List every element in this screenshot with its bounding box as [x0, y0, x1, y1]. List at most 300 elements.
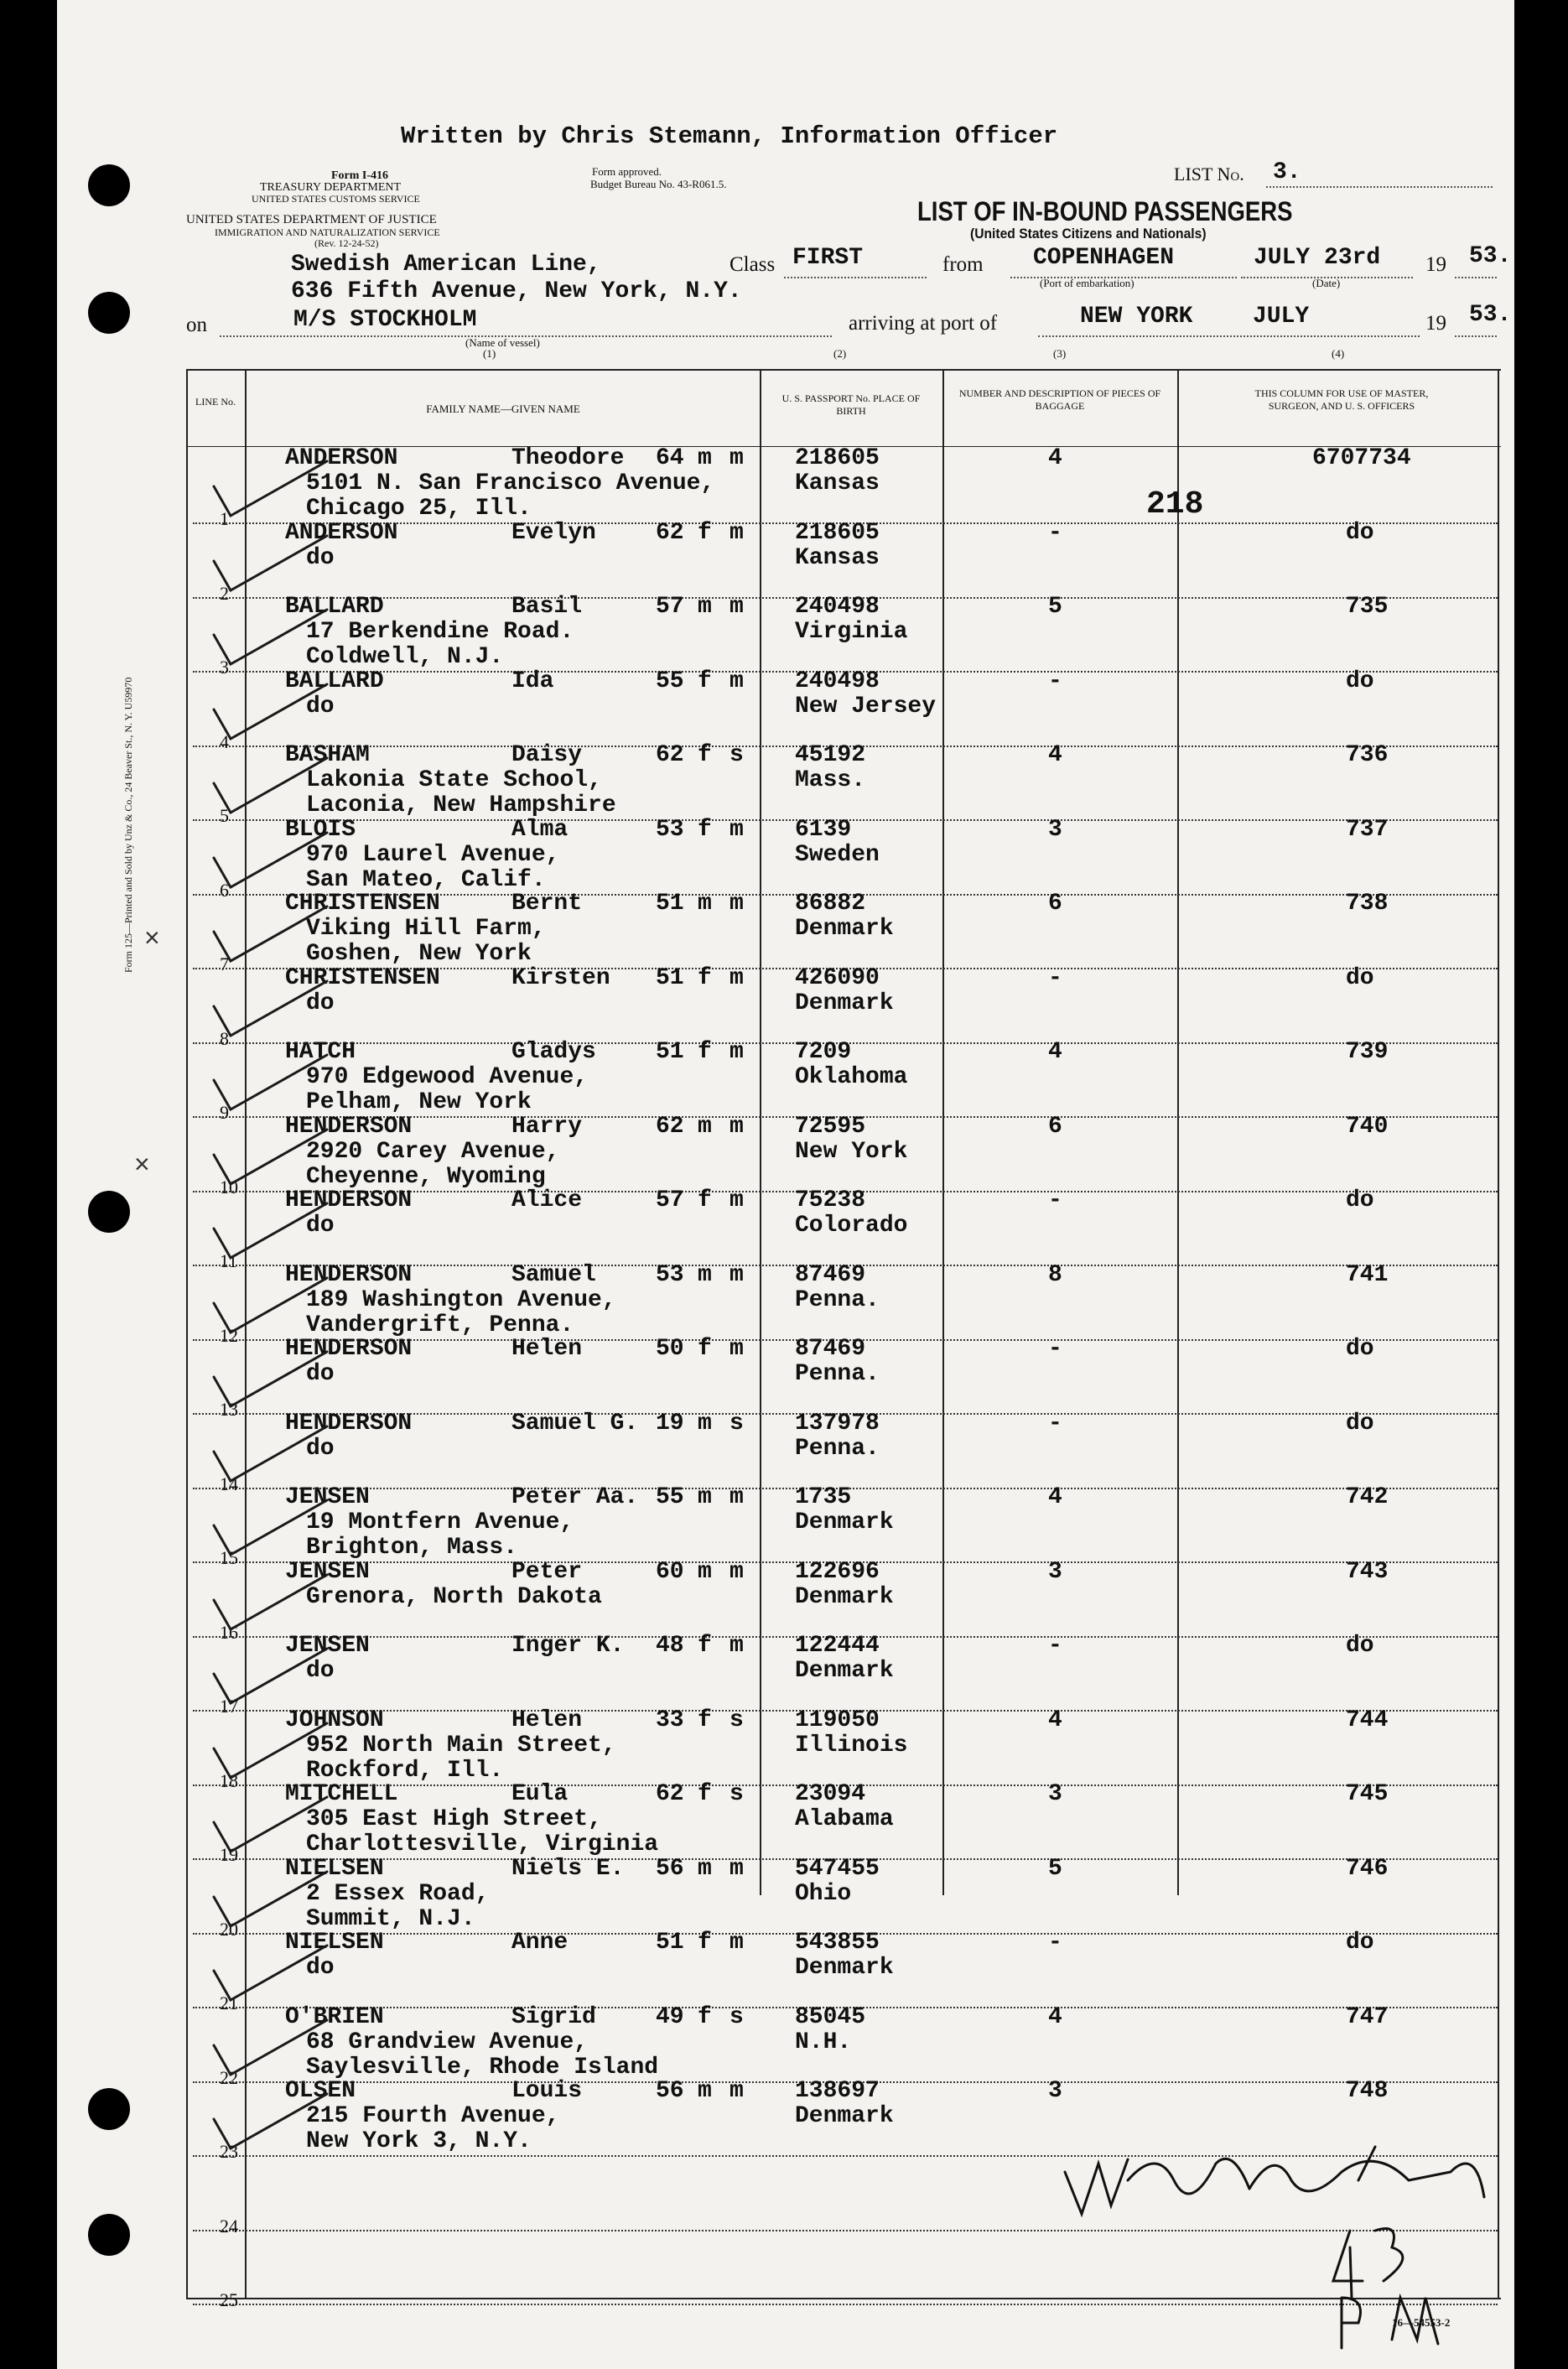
col-header-passport: U. S. PASSPORT No. PLACE OF BIRTH — [781, 392, 921, 417]
address-line-2: Cheyenne, Wyoming — [306, 1164, 546, 1190]
caption-2: (2) — [833, 347, 847, 360]
address-line-2: Charlottesville, Virginia — [306, 1831, 659, 1857]
address-line-1: 189 Washington Avenue, — [306, 1287, 616, 1313]
baggage-count: 5 — [1048, 594, 1062, 620]
baggage-count: - — [1048, 668, 1062, 694]
address-line-2: Brighton, Mass. — [306, 1535, 518, 1561]
address-line-2: Saylesville, Rhode Island — [306, 2055, 659, 2081]
baggage-count: - — [1048, 1633, 1062, 1659]
passport-number: 6139 — [795, 817, 852, 843]
sex: m — [698, 1559, 712, 1585]
passport-number: 426090 — [795, 965, 880, 991]
check-mark — [214, 1575, 327, 1629]
arrival-port: NEW YORK — [1080, 304, 1193, 330]
marital-status: s — [729, 742, 744, 768]
check-mark — [214, 684, 327, 739]
given-name: Sigrid — [511, 2004, 596, 2030]
line-number: 20 — [220, 1919, 238, 1940]
check-mark — [214, 833, 327, 887]
check-mark — [214, 1797, 327, 1852]
passport-number: 85045 — [795, 2004, 866, 2030]
passport-number: 23094 — [795, 1781, 866, 1807]
place-of-birth: Penna. — [795, 1287, 880, 1313]
address-line-1: do — [306, 1955, 335, 1981]
caption-3: (3) — [1053, 347, 1067, 360]
line-number: 11 — [220, 1250, 238, 1271]
baggage-count: 8 — [1048, 1262, 1062, 1288]
age: 55 — [656, 1484, 684, 1510]
age: 51 — [656, 1039, 684, 1065]
place-of-birth: Ohio — [795, 1881, 852, 1907]
col-header-line: LINE No. — [195, 396, 236, 408]
age: 53 — [656, 817, 684, 843]
family-name: CHRISTENSEN — [285, 965, 440, 991]
form-title: LIST OF IN-BOUND PASSENGERS — [917, 196, 1293, 226]
sex: m — [698, 1410, 712, 1436]
given-name: Louis — [511, 2078, 583, 2104]
family-name: BASHAM — [285, 742, 370, 768]
passport-number: 547455 — [795, 1856, 880, 1882]
baggage-count: - — [1048, 1410, 1062, 1436]
arriving-label: arriving at port of — [849, 312, 998, 335]
place-of-birth: Denmark — [795, 916, 894, 942]
baggage-count: - — [1048, 1187, 1062, 1213]
check-mark — [214, 1500, 327, 1555]
embarkation-caption: (Port of embarkation) — [1040, 277, 1134, 289]
address-line-1: Viking Hill Farm, — [306, 916, 546, 942]
address-line-1: 17 Berkendine Road. — [306, 619, 574, 645]
address-line-2: Summit, N.J. — [306, 1906, 475, 1932]
given-name: Alma — [511, 817, 569, 843]
baggage-count: 5 — [1048, 1856, 1062, 1882]
officer-note: 744 — [1346, 1707, 1389, 1733]
marital-status: m — [729, 1039, 744, 1065]
address-line-2: New York 3, N.Y. — [306, 2128, 532, 2154]
footer-form-code: 16—54553-2 — [1392, 2316, 1451, 2329]
given-name: Inger K. — [511, 1633, 625, 1659]
address-line-1: Lakonia State School, — [306, 767, 602, 793]
marital-status: m — [729, 1484, 744, 1510]
sex: m — [698, 1114, 712, 1140]
class-label: Class — [729, 253, 776, 276]
form-approved: Form approved. — [592, 165, 662, 178]
address-line-2: Pelham, New York — [306, 1089, 532, 1115]
sex: f — [698, 1930, 712, 1956]
list-no-label: LIST No. — [1174, 164, 1244, 184]
address-line-2: San Mateo, Calif. — [306, 867, 546, 893]
family-name: BALLARD — [285, 594, 384, 620]
embark-date: JULY 23rd — [1254, 245, 1381, 271]
check-mark — [214, 1946, 327, 2000]
marital-status: m — [729, 668, 744, 694]
baggage-count: - — [1048, 1930, 1062, 1956]
given-name: Helen — [511, 1336, 583, 1362]
given-name: Basil — [511, 594, 583, 620]
given-name: Peter — [511, 1559, 583, 1585]
marital-status: m — [729, 1559, 744, 1585]
check-mark — [214, 2020, 327, 2075]
address-line-1: 2920 Carey Avenue, — [306, 1139, 560, 1165]
form-subtitle: (United States Citizens and Nationals) — [970, 226, 1207, 242]
address-line-1: Grenora, North Dakota — [306, 1584, 602, 1610]
address-line-1: 970 Laurel Avenue, — [306, 842, 560, 868]
marital-status: m — [729, 1856, 744, 1882]
line-number: 16 — [220, 1622, 238, 1643]
officer-note: do — [1346, 1930, 1374, 1956]
officer-note: 746 — [1346, 1856, 1389, 1882]
vessel-caption: (Name of vessel) — [465, 336, 540, 349]
marital-status: m — [729, 817, 744, 843]
check-mark — [214, 1055, 327, 1109]
check-mark — [214, 1352, 327, 1406]
place-of-birth: Colorado — [795, 1213, 908, 1239]
family-name: HENDERSON — [285, 1262, 413, 1288]
arrival-month: JULY — [1253, 304, 1310, 330]
line-number: 13 — [220, 1399, 238, 1420]
given-name: Daisy — [511, 742, 583, 768]
embarkation-port: COPENHAGEN — [1033, 245, 1175, 271]
passport-number: 218605 — [795, 445, 880, 471]
line-number: 22 — [220, 2067, 238, 2088]
form-number: Form I-416 — [331, 169, 389, 182]
place-of-birth: Denmark — [795, 1584, 894, 1610]
family-name: JENSEN — [285, 1633, 370, 1659]
sex: m — [698, 1484, 712, 1510]
address-line-2: Rockford, Ill. — [306, 1758, 504, 1784]
check-mark — [214, 1130, 327, 1184]
date-caption: (Date) — [1312, 277, 1341, 289]
place-of-birth: Denmark — [795, 1955, 894, 1981]
marital-status: m — [729, 2078, 744, 2104]
sex: f — [698, 668, 712, 694]
officer-note: 741 — [1346, 1262, 1389, 1288]
officer-note: 742 — [1346, 1484, 1389, 1510]
address-line-2: Chicago 25, Ill. — [306, 496, 532, 522]
check-mark — [214, 1649, 327, 1703]
place-of-birth: Denmark — [795, 1658, 894, 1684]
given-name: Samuel G. — [511, 1410, 639, 1436]
line-number: 4 — [220, 731, 229, 752]
family-name: OLSEN — [285, 2078, 356, 2104]
marital-status: m — [729, 1336, 744, 1362]
address-line-1: 970 Edgewood Avenue, — [306, 1064, 589, 1090]
officer-note: do — [1346, 1410, 1374, 1436]
family-name: JOHNSON — [285, 1707, 384, 1733]
address-line-1: do — [306, 694, 335, 720]
family-name: HENDERSON — [285, 1336, 413, 1362]
officer-note: do — [1346, 520, 1374, 546]
baggage-count: 4 — [1048, 1039, 1062, 1065]
place-of-birth: Alabama — [795, 1806, 894, 1832]
place-of-birth: Sweden — [795, 842, 880, 868]
check-mark — [214, 1426, 327, 1481]
age: 51 — [656, 965, 684, 991]
immigration-service: IMMIGRATION AND NATURALIZATION SERVICE — [215, 226, 440, 238]
line-number: 7 — [220, 953, 229, 974]
passport-number: 138697 — [795, 2078, 880, 2104]
address-line-1: do — [306, 990, 335, 1016]
officer-note: do — [1346, 1336, 1374, 1362]
check-mark — [214, 1203, 327, 1258]
age: 56 — [656, 2078, 684, 2104]
age: 57 — [656, 1187, 684, 1213]
place-of-birth: Illinois — [795, 1733, 908, 1759]
place-of-birth: N.H. — [795, 2029, 852, 2055]
margin-x-mark: × — [134, 1149, 150, 1179]
marital-status: m — [729, 1262, 744, 1288]
sex: m — [698, 445, 712, 471]
family-name: ANDERSON — [285, 520, 398, 546]
marital-status: s — [729, 1781, 744, 1807]
baggage-count: 3 — [1048, 1781, 1062, 1807]
address-line-1: 305 East High Street, — [306, 1806, 602, 1832]
class-value: FIRST — [792, 245, 864, 271]
place-of-birth: Denmark — [795, 2103, 894, 2129]
given-name: Kirsten — [511, 965, 610, 991]
officer-note: 6707734 — [1312, 445, 1411, 471]
age: 57 — [656, 594, 684, 620]
line-number: 18 — [220, 1770, 238, 1791]
marital-status: m — [729, 1633, 744, 1659]
place-of-birth: Virginia — [795, 619, 908, 645]
line-number: 19 — [220, 1844, 238, 1865]
vessel-caption-num: (1) — [483, 347, 496, 360]
line-number: 8 — [220, 1028, 229, 1049]
age: 33 — [656, 1707, 684, 1733]
year-prefix: 19 — [1425, 253, 1446, 276]
vessel-name: M/S STOCKHOLM — [293, 307, 477, 333]
family-name: ANDERSON — [285, 445, 398, 471]
family-name: NIELSEN — [285, 1856, 384, 1882]
given-name: Bernt — [511, 891, 583, 917]
line-number: 17 — [220, 1696, 238, 1717]
line-number: 10 — [220, 1177, 238, 1197]
check-mark — [214, 758, 327, 813]
form-revision: (Rev. 12-24-52) — [314, 237, 379, 249]
passport-number: 543855 — [795, 1930, 880, 1956]
address-line-1: do — [306, 1658, 335, 1684]
baggage-count: 3 — [1048, 817, 1062, 843]
place-of-birth: New Jersey — [795, 694, 937, 720]
sex: f — [698, 1633, 712, 1659]
given-name: Alice — [511, 1187, 583, 1213]
treasury-dept: TREASURY DEPARTMENT — [260, 181, 402, 194]
check-mark — [214, 461, 327, 516]
marital-status: m — [729, 1114, 744, 1140]
age: 62 — [656, 520, 684, 546]
address-line-1: 68 Grandview Avenue, — [306, 2029, 589, 2055]
marital-status: s — [729, 1410, 744, 1436]
passport-number: 87469 — [795, 1262, 866, 1288]
officer-note: do — [1346, 1187, 1374, 1213]
sex: m — [698, 1262, 712, 1288]
check-mark — [214, 2094, 327, 2148]
officer-note: 739 — [1346, 1039, 1389, 1065]
age: 62 — [656, 742, 684, 768]
check-mark — [214, 1872, 327, 1926]
arrival-year-prefix: 19 — [1425, 312, 1446, 335]
line-number: 14 — [220, 1473, 238, 1494]
family-name: HENDERSON — [285, 1114, 413, 1140]
officer-note: 738 — [1346, 891, 1389, 917]
sex: f — [698, 1039, 712, 1065]
family-name: O'BRIEN — [285, 2004, 384, 2030]
place-of-birth: Denmark — [795, 1509, 894, 1535]
line-number: 25 — [220, 2289, 238, 2310]
given-name: Theodore — [511, 445, 625, 471]
family-name: JENSEN — [285, 1559, 370, 1585]
given-name: Helen — [511, 1707, 583, 1733]
col-header-officers: THIS COLUMN FOR USE OF MASTER, SURGEON, AND U. S. OFFICERS — [1254, 387, 1429, 412]
given-name: Peter Aa. — [511, 1484, 639, 1510]
address-line-1: 2 Essex Road, — [306, 1881, 490, 1907]
address-line-1: 5101 N. San Francisco Avenue, — [306, 470, 715, 496]
line-number: 15 — [220, 1547, 238, 1568]
age: 60 — [656, 1559, 684, 1585]
marital-status: m — [729, 1930, 744, 1956]
address-line-1: do — [306, 545, 335, 571]
baggage-count: - — [1048, 520, 1062, 546]
line-number: 2 — [220, 583, 229, 604]
arrival-year: 53. — [1469, 302, 1512, 328]
place-of-birth: Penna. — [795, 1436, 880, 1462]
sex: f — [698, 965, 712, 991]
family-name: BLOIS — [285, 817, 356, 843]
age: 19 — [656, 1410, 684, 1436]
sex: f — [698, 1707, 712, 1733]
officer-note: 743 — [1346, 1559, 1389, 1585]
baggage-count: 4 — [1048, 742, 1062, 768]
passport-number: 45192 — [795, 742, 866, 768]
address-line-2: Laconia, New Hampshire — [306, 792, 616, 818]
line-number: 3 — [220, 657, 229, 678]
officer-note: do — [1346, 1633, 1374, 1659]
marital-status: m — [729, 965, 744, 991]
col-header-baggage: NUMBER AND DESCRIPTION OF PIECES OF BAGGAGE — [958, 387, 1161, 412]
family-name: HENDERSON — [285, 1410, 413, 1436]
age: 55 — [656, 668, 684, 694]
family-name: BALLARD — [285, 668, 384, 694]
place-of-birth: Oklahoma — [795, 1064, 908, 1090]
family-name: HATCH — [285, 1039, 356, 1065]
passport-number: 87469 — [795, 1336, 866, 1362]
age: 50 — [656, 1336, 684, 1362]
baggage-count: 4 — [1048, 445, 1062, 471]
line-number: 12 — [220, 1325, 238, 1346]
place-of-birth: Kansas — [795, 545, 880, 571]
address-line-2: Vandergrift, Penna. — [306, 1312, 574, 1338]
check-mark — [214, 1723, 327, 1778]
on-label: on — [186, 314, 207, 336]
baggage-count: 4 — [1048, 1707, 1062, 1733]
baggage-count: 4 — [1048, 2004, 1062, 2030]
sex: f — [698, 1781, 712, 1807]
marital-status: s — [729, 2004, 744, 2030]
age: 53 — [656, 1262, 684, 1288]
passport-number: 240498 — [795, 668, 880, 694]
officer-note: do — [1346, 965, 1374, 991]
passport-number: 72595 — [795, 1114, 866, 1140]
officer-note: 748 — [1346, 2078, 1389, 2104]
budget-bureau: Budget Bureau No. 43-R061.5. — [590, 178, 727, 190]
passport-number: 7209 — [795, 1039, 852, 1065]
address-line-2: Coldwell, N.J. — [306, 644, 504, 670]
line-number: 9 — [220, 1102, 229, 1123]
passport-number: 218605 — [795, 520, 880, 546]
officer-note: 735 — [1346, 594, 1389, 620]
sex: m — [698, 891, 712, 917]
passport-number: 1735 — [795, 1484, 852, 1510]
shipping-line: Swedish American Line, — [291, 252, 601, 278]
given-name: Eula — [511, 1781, 569, 1807]
sex: f — [698, 1336, 712, 1362]
marital-status: m — [729, 594, 744, 620]
sex: m — [698, 594, 712, 620]
check-mark — [214, 610, 327, 664]
passport-number: 75238 — [795, 1187, 866, 1213]
marital-status: m — [729, 1187, 744, 1213]
margin-x-mark: × — [144, 922, 160, 953]
baggage-count: 4 — [1048, 1484, 1062, 1510]
passport-number: 137978 — [795, 1410, 880, 1436]
passport-number: 122696 — [795, 1559, 880, 1585]
place-of-birth: Penna. — [795, 1361, 880, 1387]
sex: f — [698, 520, 712, 546]
age: 62 — [656, 1114, 684, 1140]
officer-note: do — [1346, 668, 1374, 694]
marital-status: m — [729, 891, 744, 917]
address-line-1: do — [306, 1213, 335, 1239]
check-mark — [214, 981, 327, 1036]
line-number: 6 — [220, 880, 229, 901]
family-name: MITCHELL — [285, 1781, 398, 1807]
baggage-count: 6 — [1048, 891, 1062, 917]
passport-number: 240498 — [795, 594, 880, 620]
year-value: 53. — [1469, 243, 1512, 269]
baggage-count: 3 — [1048, 1559, 1062, 1585]
line-number: 5 — [220, 805, 229, 826]
address-line-1: do — [306, 1436, 335, 1462]
line-number: 21 — [220, 1992, 238, 2013]
written-by-note: Written by Chris Stemann, Information Officer — [401, 122, 1058, 150]
sex: m — [698, 1856, 712, 1882]
given-name: Anne — [511, 1930, 569, 1956]
sex: f — [698, 742, 712, 768]
shipping-line-address: 636 Fifth Avenue, New York, N.Y. — [291, 278, 742, 304]
marital-status: m — [729, 520, 744, 546]
family-name: HENDERSON — [285, 1187, 413, 1213]
address-line-1: 19 Montfern Avenue, — [306, 1509, 574, 1535]
given-name: Evelyn — [511, 520, 596, 546]
address-line-2: Goshen, New York — [306, 941, 532, 967]
col-header-name: FAMILY NAME—GIVEN NAME — [426, 403, 580, 415]
line-number: 1 — [220, 508, 229, 529]
place-of-birth: Kansas — [795, 470, 880, 496]
given-name: Gladys — [511, 1039, 596, 1065]
baggage-count: 6 — [1048, 1114, 1062, 1140]
check-mark — [214, 907, 327, 961]
customs-service: UNITED STATES CUSTOMS SERVICE — [252, 193, 420, 205]
baggage-count: - — [1048, 1336, 1062, 1362]
place-of-birth: Denmark — [795, 990, 894, 1016]
sex: m — [698, 2078, 712, 2104]
officer-note: 745 — [1346, 1781, 1389, 1807]
passport-number: 119050 — [795, 1707, 880, 1733]
address-line-1: 952 North Main Street, — [306, 1733, 616, 1759]
sex: f — [698, 817, 712, 843]
age: 48 — [656, 1633, 684, 1659]
family-name: NIELSEN — [285, 1930, 384, 1956]
